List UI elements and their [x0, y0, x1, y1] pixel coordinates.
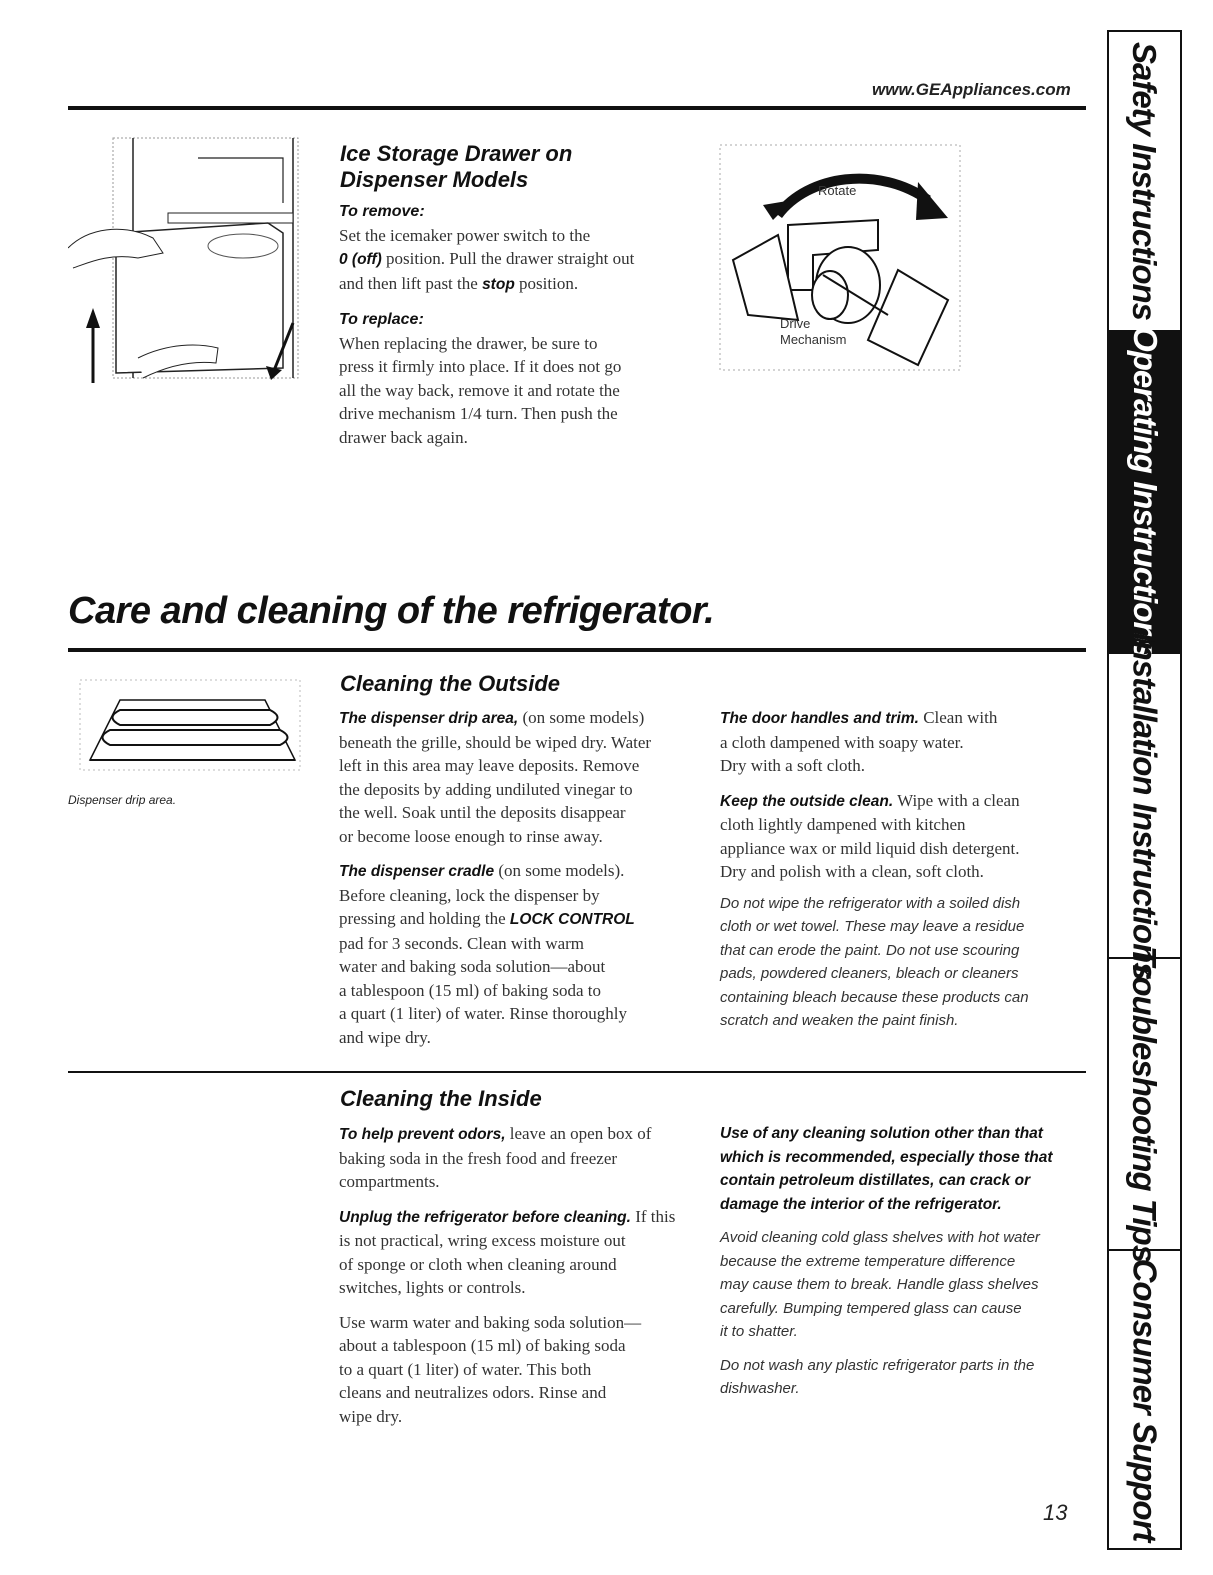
replace-heading: To replace: — [339, 311, 424, 328]
ice-drawer-illustration — [68, 128, 308, 388]
remove-heading: To remove: — [339, 203, 425, 220]
inside-right-column: Use of any cleaning solution other than that which is recommended, especially those that contain petroleum distillates, can crack or damage the interior of the refrigerator. Avoid cleaning cold glass shelves with hot water because the extreme temperature difference may cause them to break. Handle glass shelves carefully. Bumping tempered glass can cause it to shatter. Do not wash any plastic refrigerator parts in the dishwasher. — [720, 1125, 1053, 1397]
tab-installation-instructions[interactable]: Installation Instructions — [1109, 654, 1180, 959]
drive-mechanism-illustration — [718, 140, 963, 375]
cleaning-inside-heading: Cleaning the Inside — [340, 1086, 542, 1111]
page-title: Care and cleaning of the refrigerator. — [68, 590, 715, 632]
side-tabs — [1107, 30, 1182, 1550]
website-url: www.GEAppliances.com — [872, 80, 1071, 99]
ice-drawer-body: To remove: Set the icemaker power switch to the 0 (off) position. Pull the drawer straight out and then lift past the stop position. To replace: When replacing the drawer, be sure to press it firmly into place. If it does not go all the way back, remove it and rotate the drive mechanism 1/4 turn. Then push the drawer back again. — [339, 200, 709, 449]
drive-label: Drive — [780, 316, 811, 331]
title-rule — [68, 648, 1086, 652]
tab-operating-instructions[interactable]: Operating Instructions — [1109, 332, 1180, 654]
mechanism-label: Mechanism — [780, 332, 847, 347]
inside-left-column: To help prevent odors, leave an open box of baking soda in the fresh food and freezer compartments. Unplug the refrigerator before cleaning. If this is not practical, wring excess moisture out of sponge or cloth when cleaning around switches, lights or controls. Use warm water and baking soda solution— about a tablespoon (15 ml) of baking soda to a quart (1 liter) of water. This both cleans and neutralizes odors. Rinse and wipe dry. — [339, 1124, 676, 1426]
tab-safety-instructions[interactable]: Safety Instructions — [1109, 32, 1180, 332]
rotate-label: Rotate — [818, 183, 857, 198]
cleaning-outside-heading: Cleaning the Outside — [340, 671, 561, 696]
tab-troubleshooting-tips[interactable]: Troubleshooting Tips — [1109, 959, 1180, 1251]
outside-right-column: The door handles and trim. Clean with a cloth dampened with soapy water. Dry with a soft cloth. Keep the outside clean. Wipe with a clean cloth lightly dampened with kitchen appliance wax or mild liquid dish detergent. Dry and polish with a clean, soft cloth. Do not wipe the refrigerator with a soiled dish cloth or wet towel. These may leave a residue that can erode the paint. Do not use scouring pads, powdered cleaners, bleach or cleaners containing bleach because these products can scratch and weaken the paint finish. — [720, 708, 1029, 1029]
page-number: 13 — [1043, 1500, 1068, 1525]
outside-left-column: The dispenser drip area, (on some models) beneath the grille, should be wiped dry. Water left in this area may leave deposits. Remove the deposits by adding undiluted vinegar to the well. Soak until the deposits disappear or become loose enough to rinse away. The dispenser cradle (on some models). Before cleaning, lock the dispenser by pressing and holding the LOCK CONTROL pad for 3 seconds. Clean with warm water and baking soda solution—about a tablespoon (15 ml) of baking soda to a quart (1 liter) of water. Rinse thoroughly and wipe dry. — [339, 708, 652, 1047]
ice-drawer-title: Ice Storage Drawer on Dispenser Models — [340, 141, 573, 192]
drip-area-illustration — [75, 675, 305, 775]
tab-consumer-support[interactable]: Consumer Support — [1126, 1258, 1164, 1541]
drip-caption: Dispenser drip area. — [68, 793, 177, 807]
section-rule — [68, 1071, 1086, 1073]
header-rule — [68, 106, 1086, 110]
